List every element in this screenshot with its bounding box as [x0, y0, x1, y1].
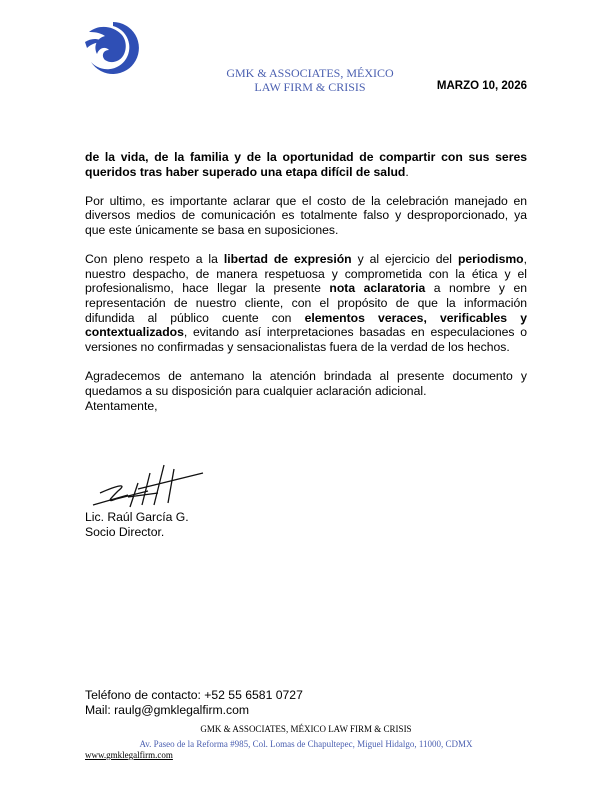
letter-date: MARZO 10, 2026 — [436, 80, 527, 92]
text-segment: y al ejercicio del — [351, 252, 458, 267]
text-segment: Por ultimo, es importante aclarar que el costo de la celebración manejado en diversos medios de comunicación es totalmente falso y desproporcionado, ya que este únicamente se basa en suposiciones. — [85, 193, 527, 237]
text-segment: Agradecemos de antemano la atención brindada al presente documento y quedamos a su disposición para cualquier aclaración adicional. — [85, 368, 527, 398]
text-segment: Con pleno respeto a la — [85, 252, 224, 267]
body-paragraph — [85, 369, 527, 398]
bold-text: elementos veraces, verificables y contextualizados — [85, 310, 528, 340]
body-paragraph — [85, 150, 527, 179]
body-paragraph — [85, 252, 527, 354]
text-segment: a nombre y en representación de nuestro cliente, con el propósito de que la información difundida al público cuente con — [85, 281, 528, 325]
firm-name — [200, 66, 420, 94]
footer-address: Av. Paseo de la Reforma #985, Col. Lomas de Chapultepec, Miguel Hidalgo, 11000, CDMX — [139, 739, 473, 749]
contact-phone: Teléfono de contacto: +52 55 6581 0727 — [85, 688, 303, 702]
firm-line-1: GMK & ASSOCIATES, MÉXICO — [226, 66, 394, 80]
footer-website-link[interactable]: www.gmklegalfirm.com — [85, 750, 173, 760]
text-segment: . — [405, 164, 409, 179]
body-paragraph — [85, 194, 527, 238]
bold-text: nota aclaratoria — [329, 281, 426, 296]
signer-name: Lic. Raúl García G. — [85, 510, 189, 524]
contact-mail: Mail: raulg@gmklegalfirm.com — [85, 703, 250, 717]
footer-firm: GMK & ASSOCIATES, MÉXICO LAW FIRM & CRISIS — [200, 724, 412, 734]
closing: Atentamente, — [85, 399, 158, 413]
bold-text: libertad de expresión — [223, 252, 352, 267]
signer-title: Socio Director. — [85, 524, 165, 539]
text-segment: , evitando así interpretaciones basadas en especulaciones o versiones no confirmadas y sensacionalistas fuera de la verdad de los hechos. — [85, 325, 527, 354]
text-segment: , nuestro despacho, de manera respetuosa y comprometida con la ética y el profesionalismo, hace llegar la presente — [85, 252, 528, 296]
lion-logo-icon — [83, 18, 143, 78]
letter-body — [85, 150, 527, 413]
signature-icon — [88, 455, 213, 510]
firm-line-2: LAW FIRM & CRISIS — [254, 80, 366, 94]
signer-block — [85, 510, 189, 539]
bold-text: de la vida, de la familia y de la oportunidad de compartir con sus seres queridos tras haber superado una etapa difícil de salud — [85, 150, 527, 179]
bold-text: periodismo — [457, 252, 524, 267]
contact-block — [85, 688, 303, 718]
